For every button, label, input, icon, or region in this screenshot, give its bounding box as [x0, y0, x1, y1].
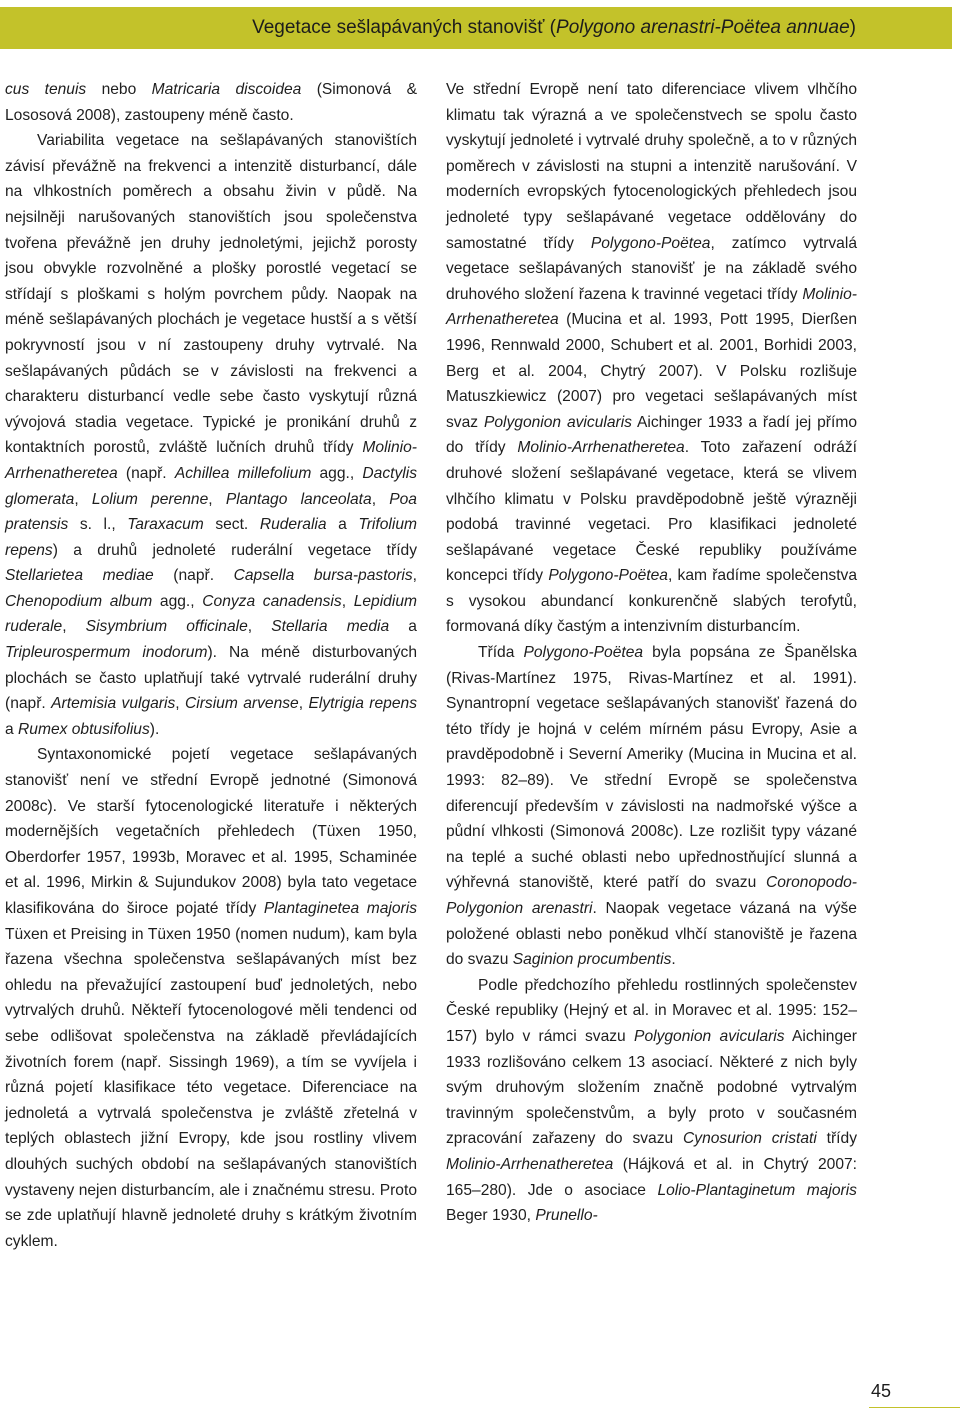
paragraph — [5, 128, 417, 742]
text-run: , — [208, 490, 226, 508]
text-run: byla popsána ze Španělska (Rivas-Martínez 1975, Rivas-Martínez et al. 1991). Synantropní vegetace sešlapávaných stanovišť řazená do této třídy je hojná v celém mírném pásu Evropy, Asie a pravděpodobně i Severní Ameriky (Mucina in Mucina et al. 1993: 82–89). Ve střední Evropě se společenstva diferencují především v závislosti na nadmořské výšce a půdní vlhkosti (Simonová 2008c). Lze rozlišit typy vázané na teplé a suché oblasti nebo upřednostňující slunná a výhřevná stanoviště, které patří do svazu — [446, 644, 857, 892]
italic-text: Elytrigia repens — [308, 695, 417, 713]
text-run: (Mucina et al. 1993, Pott 1995, Dierßen 1996, Rennwald 2000, Schubert et al. 2001, Borhidi 2003, Berg et al. 2004, Chytrý 2007). V Polsku rozlišuje Matuszkiewicz (2007) pro vegetaci sešlapávaných míst svaz — [446, 311, 857, 431]
paragraph — [446, 640, 857, 973]
italic-text: cus tenuis — [5, 81, 87, 98]
text-run: , kam řadíme společenstva s vysokou abundancí konkurenčně slabých terofytů, formovaná díky častým a intenzivním disturbancím. — [446, 567, 857, 636]
text-run: Tüxen et Preising in Tüxen 1950 (nomen nudum), kam byla řazena všechna společenstva sešlapávaných míst bez ohledu na převažující zastoupení buď jednoletých, nebo vytrvalých druhů. Někteří fytocenologové měli tendenci od sebe odlišovat společenstva na základě převládajících životních forem (např. Sissingh 1969), a tím se vyvíjela i různá pojetí klasifikace této vegetace. Diferenciace na jednoletá a vytrvalá společenstva je zvláště zřetelná v teplých oblastech jižní Evropy, kde jsou rostliny vlivem dlouhých suchých období na sešlapávaných stanovištích vystaveny nejen disturbancím, ale i značnému stresu. Proto se zde uplatňují hlavně jednoleté druhy s krátkým životním cyklem. — [5, 925, 417, 1250]
text-run: a — [5, 720, 19, 738]
italic-text: Lolio-Plantaginetum majoris — [657, 1181, 857, 1199]
italic-text: Saginion procumbentis — [512, 951, 672, 969]
italic-text: Matricaria discoidea — [151, 81, 302, 98]
text-run: , zatímco vytrvalá vegetace sešlapávaných stanovišť je na základě svého druhového složení řazena k travinné vegetaci třídy — [446, 234, 857, 303]
text-run: . — [671, 951, 676, 969]
italic-text: Tripleurospermum inodorum — [5, 644, 208, 662]
text-run: ). Na méně disturbovaných plochách se často uplatňují také vytrvalé ruderální druhy (např. — [5, 644, 417, 713]
page-number: 45 — [871, 1381, 892, 1401]
text-column-left — [5, 77, 417, 1254]
text-run: Variabilita vegetace na sešlapávaných stanovištích závisí převážně na frekvenci a intenzitě disturbancí, dále na vlhkostních poměrech a obsahu živin v půdě. Na nejsilněji narušovaných stanovištích jsou společenstva tvořena převážně jen druhy jednoletými, jejichž porosty jsou obvykle rozvolněné a plošky porostlé vegetací se střídají s ploškami s holým povrchem půdy. Naopak na méně sešlapávaných plochách je vegetace hustší a s větší pokryvností jsou v ní zastoupeny druhy vytrvalé. Na sešlapávaných půdách se v závislosti na frekvenci a charakteru disturbancí vedle sebe často vyskytují různá vývojová stadia vegetace. Typické je pronikání druhů z kontaktních porostů, zvláště lučních druhů třídy — [5, 132, 417, 457]
text-run: , — [341, 592, 354, 610]
text-run: Beger 1930, — [446, 1207, 536, 1225]
italic-text: Stellaria media — [271, 618, 390, 636]
text-run: sect. — [203, 516, 260, 534]
italic-text: Plantago lanceolata — [225, 490, 372, 508]
text-run: (Hájková et al. in Chytrý 2007: 165–280). Jde o asociace — [446, 1155, 857, 1199]
paragraph — [5, 742, 417, 1254]
italic-text: Poa pratensis — [5, 490, 417, 534]
text-run: Ve střední Evropě není tato diferenciace vlivem vlhčího klimatu tak výrazná a ve společenstvech se spolu často vyskytují jednoleté i vytrvalé druhy společně, a to v různých poměrech v závislosti na stupni a intenzitě narušování. V moderních evropských fytocenologických přehledech jsou jednoleté typy sešlapávané vegetace oddělovány do samostatné třídy — [446, 81, 857, 252]
text-run: , — [247, 618, 272, 636]
italic-text: Molinio-Arrhenatheretea — [5, 439, 417, 482]
text-run: s. l., — [68, 516, 128, 534]
text-run: (Simonová & Lososová 2008), zastoupeny méně často. — [5, 81, 417, 124]
italic-text: Polygono-Poëtea — [548, 567, 668, 585]
italic-text: Trifolium repens — [5, 516, 417, 559]
italic-text: Artemisia vulgaris — [51, 695, 176, 713]
paragraph — [446, 973, 857, 1229]
text-run: agg., — [311, 464, 363, 482]
italic-text: Lepidium ruderale — [5, 592, 417, 636]
italic-text: Lolium perenne — [91, 490, 209, 508]
text-run: , — [74, 490, 92, 508]
italic-text: Capsella bursa-pastoris — [233, 567, 413, 585]
italic-text: Conyza canadensis — [202, 592, 342, 610]
text-run: Syntaxonomické pojetí vegetace sešlapávaných stanovišť není ve střední Evropě jednotné (Simonová 2008c). Ve starší fytocenologické literatuře i některých modernějších vegetačních přehledech (Tüxen 1950, Oberdorfer 1957, 1993b, Moravec et al. 1995, Schaminée et al. 1996, Mirkin & Sujundukov 2008) byla tato vegetace klasifikována do široce pojaté třídy — [5, 746, 417, 917]
text-run: , — [62, 618, 86, 636]
text-run: Podle předchozího přehledu rostlinných společenstev České republiky (Hejný et al. in Moravec et al. 1995: 152–157) bylo v rámci svazu — [446, 976, 857, 1045]
text-run: Aichinger 1933 rozlišováno celkem 13 asociací. Některé z nich byly svým druhovým složením značně podobné vytrvalým travinným společenstvům, a byly proto v současném zpracování zařazeny do svazu — [446, 1027, 857, 1148]
text-run: , — [371, 490, 390, 508]
italic-text: Coronopodo-Polygonion arenastri — [446, 874, 857, 917]
text-run: třídy — [816, 1130, 857, 1148]
paragraph — [5, 77, 417, 128]
italic-text: Polygono-Poëtea — [590, 234, 711, 252]
italic-text: Taraxacum — [127, 516, 204, 534]
italic-text: Polygonion avicularis — [634, 1027, 785, 1045]
text-run: ). — [149, 720, 160, 738]
text-run: Aichinger 1933 a řadí jej přímo do třídy — [446, 413, 857, 457]
text-run: ) a druhů jednoleté ruderální vegetace třídy — [52, 541, 417, 559]
italic-text: Ruderalia — [259, 516, 327, 534]
italic-text: Sisymbrium officinale — [85, 618, 248, 636]
text-run: , — [175, 695, 185, 713]
running-header-title: Vegetace sešlapávaných stanovišť (Polygono arenastri-Poëtea annuae) — [252, 17, 856, 38]
running-header — [0, 7, 952, 49]
italic-text: Prunello- — [535, 1207, 598, 1225]
text-column-right — [446, 77, 857, 1229]
italic-text: Stellarietea mediae — [5, 567, 154, 585]
text-run: Třída — [478, 644, 524, 662]
italic-text: Cynosurion cristati — [683, 1130, 817, 1148]
text-run: , — [412, 567, 417, 585]
italic-text: Molinio-Arrhenatheretea — [446, 285, 857, 329]
text-run: a — [389, 618, 417, 636]
italic-text: Achillea millefolium — [174, 464, 312, 482]
italic-text: Molinio-Arrhenatheretea — [446, 1155, 614, 1173]
italic-text: Dactylis glomerata — [5, 464, 417, 508]
text-run: . Naopak vegetace vázaná na výše položené oblasti nebo poněkud vlhčí stanoviště je řazena do svazu — [446, 900, 857, 969]
text-run: (např. — [117, 464, 175, 482]
text-run: a — [326, 516, 359, 534]
italic-text: Chenopodium album — [5, 592, 153, 610]
text-run: , — [298, 695, 309, 713]
italic-text: Plantaginetea majoris — [263, 900, 417, 917]
text-run: . Toto zařazení odráží druhové složení sešlapávané vegetace, která se vlivem vlhčího klimatu v Polsku pravděpodobně ještě výrazněji podobá travinné vegetaci. Pro klasifikaci jednoleté sešlapávané vegetace České republiky používáme koncepci třídy — [446, 439, 858, 585]
text-run: agg., — [152, 592, 203, 610]
paragraph — [446, 77, 857, 640]
italic-text: Rumex obtusifolius — [18, 720, 150, 738]
italic-text: Polygono-Poëtea — [523, 644, 644, 662]
text-run: nebo — [86, 81, 152, 98]
italic-text: Cirsium arvense — [185, 695, 299, 713]
text-run: (např. — [153, 567, 234, 585]
italic-text: Molinio-Arrhenatheretea — [517, 439, 685, 457]
italic-text: Polygonion avicularis — [483, 413, 632, 431]
